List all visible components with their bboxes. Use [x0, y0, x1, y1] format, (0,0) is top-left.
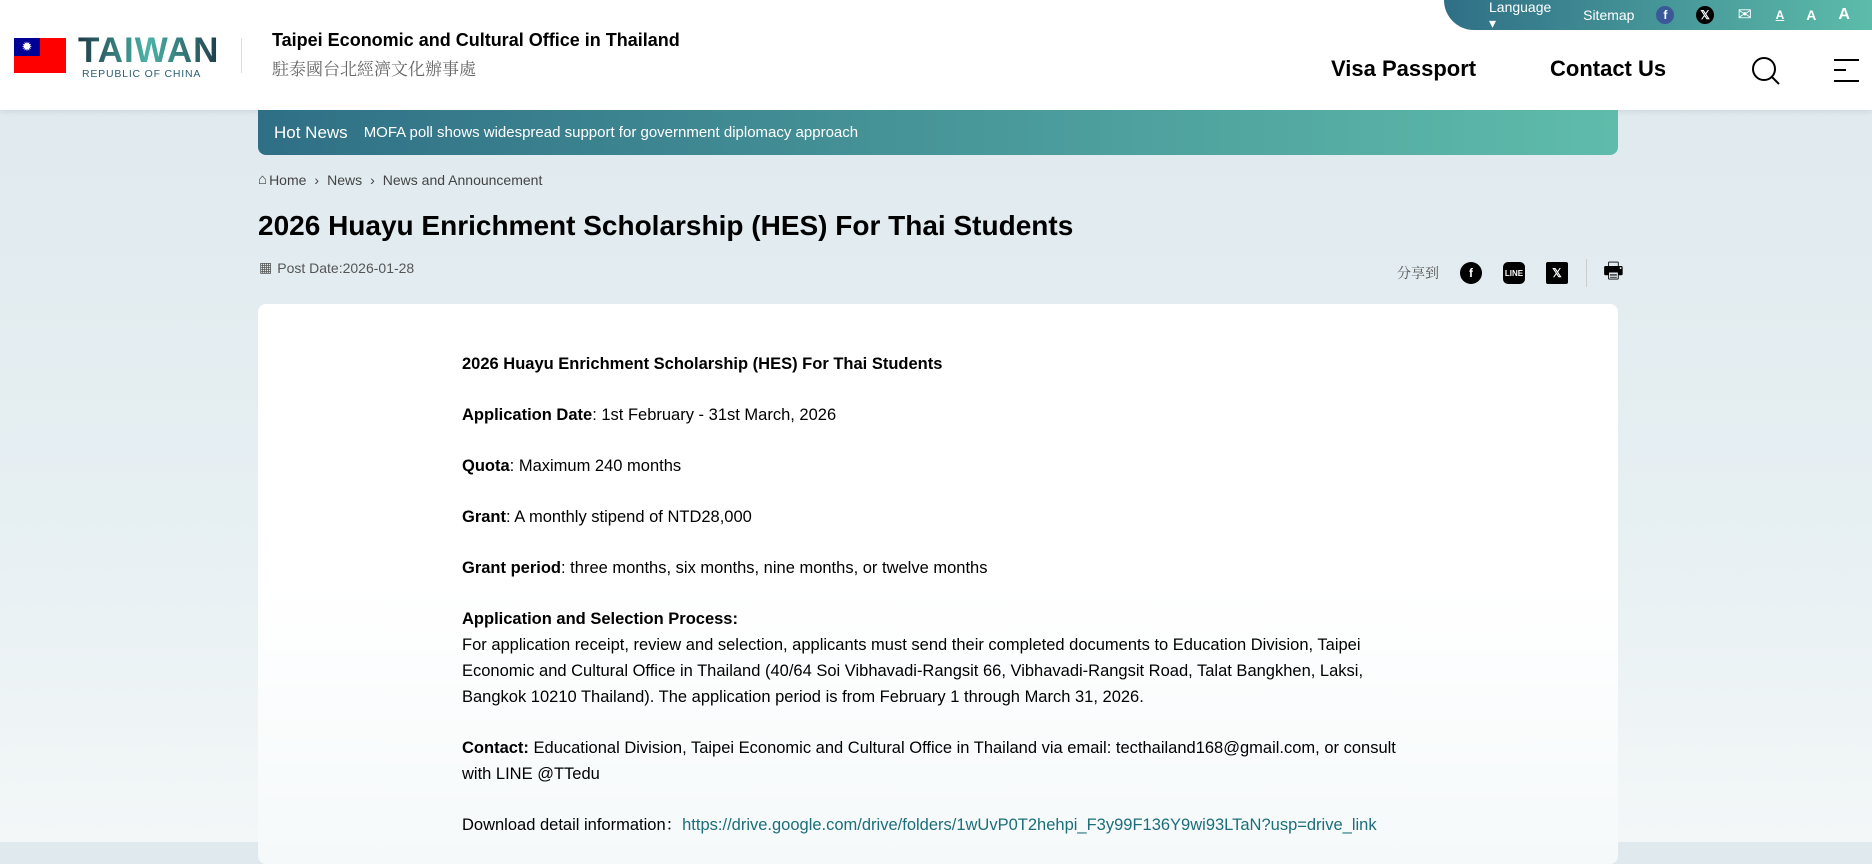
- org-name-zh: 駐泰國台北經濟文化辦事處: [272, 60, 476, 79]
- divider: [1586, 259, 1587, 287]
- facebook-icon[interactable]: f: [1656, 6, 1674, 24]
- utility-bar: [1444, 0, 1872, 30]
- calendar-icon: ▦: [259, 259, 273, 275]
- page-title: 2026 Huayu Enrichment Scholarship (HES) For Thai Students: [258, 210, 1074, 241]
- chevron-right-icon: ›: [370, 171, 375, 188]
- sitemap-link[interactable]: Sitemap: [1583, 7, 1635, 23]
- share-line-icon[interactable]: LINE: [1503, 262, 1525, 284]
- share-bar: [1397, 254, 1624, 292]
- article-body: [462, 351, 1422, 863]
- logo-text: TAIWAN: [78, 31, 220, 70]
- hot-news-label: Hot News: [274, 122, 348, 142]
- share-facebook-icon[interactable]: f: [1460, 262, 1482, 284]
- menu-icon[interactable]: [1834, 58, 1860, 84]
- print-icon[interactable]: 🖶: [1603, 258, 1624, 283]
- breadcrumb: [258, 171, 542, 188]
- post-date-text: Post Date:2026-01-28: [277, 259, 415, 276]
- field-grant: Grant: A monthly stipend of NTD28,000: [462, 508, 752, 526]
- article-heading: 2026 Huayu Enrichment Scholarship (HES) For Thai Students: [462, 355, 943, 373]
- nav-contact-us[interactable]: Contact Us: [1550, 56, 1667, 81]
- download-link[interactable]: https://drive.google.com/drive/folders/1wUvP0T2hehpi_F3y99F136Y9wi93LTaN?usp=drive_link: [682, 816, 1377, 834]
- site-header: [0, 0, 1872, 110]
- post-date: [259, 259, 414, 276]
- font-size-medium[interactable]: A: [1806, 7, 1817, 23]
- org-name[interactable]: [272, 30, 680, 80]
- font-size-small[interactable]: A: [1775, 8, 1785, 22]
- x-icon[interactable]: 𝕏: [1696, 6, 1714, 24]
- contact-section: Contact: Educational Division, Taipei Economic and Cultural Office in Thailand via email: tecthailand168@gmail.com, or consult with LINE @TTedu: [462, 739, 1396, 783]
- hot-news-bar: [258, 110, 1618, 155]
- home-icon: ⌂: [258, 171, 268, 188]
- logo-subtext: REPUBLIC OF CHINA: [82, 68, 202, 80]
- language-dropdown[interactable]: Language ▾: [1489, 0, 1552, 31]
- mail-icon[interactable]: ✉: [1737, 5, 1752, 24]
- hot-news-link[interactable]: MOFA poll shows widespread support for government diplomacy approach: [363, 124, 859, 141]
- field-grant-period: Grant period: three months, six months, nine months, or twelve months: [462, 559, 988, 577]
- taiwan-flag-icon: ✹: [14, 38, 66, 73]
- download-section: Download detail information：https://drive.google.com/drive/folders/1wUvP0T2hehpi_F3y99F136Y9wi93LTaN?usp=drive_link: [462, 816, 1377, 834]
- search-icon[interactable]: [1751, 56, 1781, 86]
- process-section: Application and Selection Process: For application receipt, review and selection, applicants must send their completed documents to Education Division, Taipei Economic and Cultural Office in Thailand (40/64 Soi Vibhavadi-Rangsit 66, Vibhavadi-Rangsit Road, Talat Bangkhen, Laksi, Bangkok 10210 Thailand). The application period is from February 1 through March 31, 2026.: [462, 610, 1364, 706]
- nav-visa-passport[interactable]: Visa Passport: [1331, 56, 1477, 81]
- divider: [241, 38, 242, 73]
- org-name-en: Taipei Economic and Cultural Office in Thailand: [272, 30, 680, 50]
- share-label: 分享到: [1397, 265, 1439, 281]
- chevron-right-icon: ›: [314, 171, 320, 188]
- share-x-icon[interactable]: 𝕏: [1546, 262, 1568, 284]
- breadcrumb-news[interactable]: News: [327, 171, 363, 188]
- breadcrumb-home[interactable]: Home: [269, 171, 307, 188]
- taiwan-logo[interactable]: [78, 31, 220, 80]
- field-quota: Quota: Maximum 240 months: [462, 457, 682, 475]
- font-size-large[interactable]: A: [1838, 6, 1850, 23]
- field-application-date: Application Date: 1st February - 31st March, 2026: [462, 406, 837, 424]
- breadcrumb-announcement[interactable]: News and Announcement: [382, 171, 543, 188]
